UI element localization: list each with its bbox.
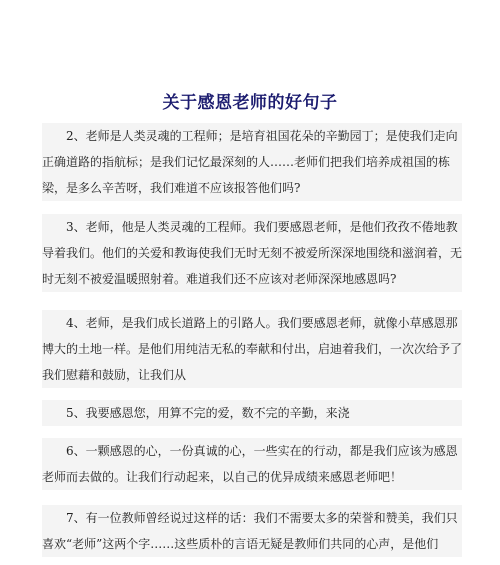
paragraph-7: 7、有一位教师曾经说过这样的话：我们不需要太多的荣誉和赞美，我们只喜欢“老师”这两个字……这些质朴的言语无疑是教师们共同的心声，是他们 [42,505,462,557]
paragraph-5: 5、我要感恩您，用算不完的爱，数不完的辛勤，来浇 [42,400,462,426]
paragraph-4: 4、老师，是我们成长道路上的引路人。我们要感恩老师，就像小草感恩那博大的土地一样。是他们用纯洁无私的奉献和付出，启迪着我们，一次次给予了我们慰藉和鼓励，让我们从 [42,310,462,388]
paragraph-6: 6、一颗感恩的心，一份真诚的心，一些实在的行动，都是我们应该为感恩老师而去做的。让我们行动起来，以自己的优异成绩来感恩老师吧！ [42,438,462,490]
paragraph-3: 3、老师，他是人类灵魂的工程师。我们要感恩老师，是他们孜孜不倦地教导着我们。他们的关爱和教诲使我们无时无刻不被爱所深深地围绕和滋润着，无时无刻不被爱温暖照射着。难道我们还不应该对老师深深地感恩吗? [42,214,462,292]
paragraph-2: 2、老师是人类灵魂的工程师；是培育祖国花朵的辛勤园丁；是使我们走向正确道路的指航标；是我们记忆最深刻的人……老师们把我们培养成祖国的栋梁，是多么辛苦呀，我们难道不应该报答他们吗? [42,123,462,201]
document-title: 关于感恩老师的好句子 [162,93,338,113]
